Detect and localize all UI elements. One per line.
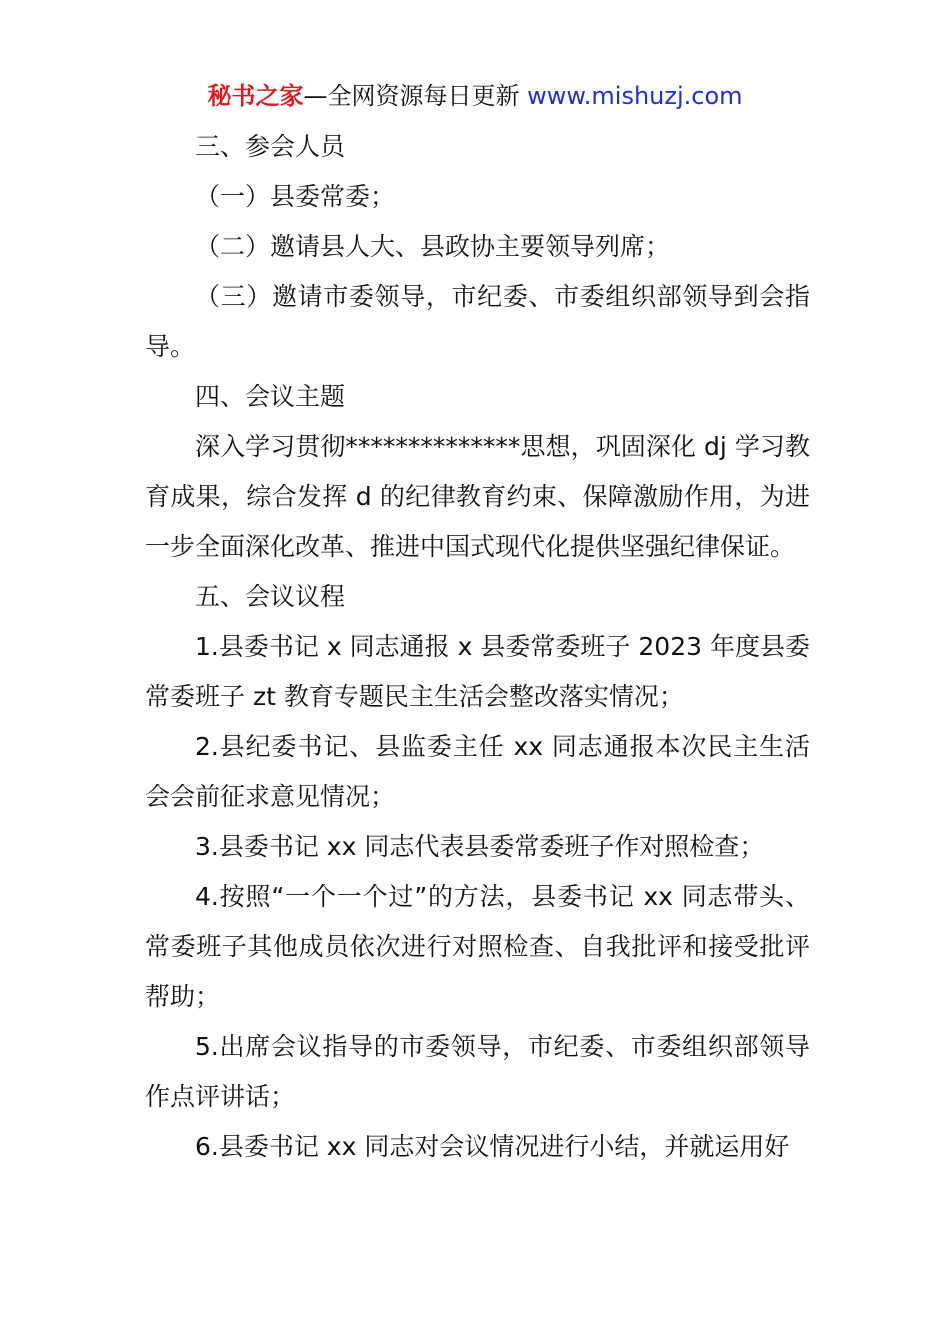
attendee-item-1: （一）县委常委； <box>195 182 396 211</box>
brand-name: 秘书之家 <box>207 82 304 110</box>
agenda-item-2: 2.县纪委书记、县监委主任 xx 同志通报本次民主生活会会前征求意见情况； <box>145 732 810 811</box>
header-tagline: —全网资源每日更新 <box>303 82 528 110</box>
agenda-item-4: 4.按照“一个一个过”的方法，县委书记 xx 同志带头、常委班子其他成员依次进行对照检查、自我批评和接受批评帮助； <box>145 882 810 1011</box>
site-header <box>0 80 950 112</box>
section-heading-agenda: 五、会议议程 <box>195 582 346 611</box>
site-url-link[interactable]: www.mishuzj.com <box>527 82 743 110</box>
theme-paragraph: 深入学习贯彻**************思想，巩固深化 dj 学习教育成果，综合发挥 d 的纪律教育约束、保障激励作用，为进一步全面深化改革、推进中国式现代化提供坚强纪律保证。 <box>145 432 810 561</box>
agenda-item-6: 6.县委书记 xx 同志对会议情况进行小结，并就运用好 <box>195 1132 790 1161</box>
attendee-item-3: （三）邀请市委领导，市纪委、市委组织部领导到会指导。 <box>145 282 810 361</box>
attendee-item-2: （二）邀请县人大、县政协主要领导列席； <box>195 232 671 261</box>
agenda-item-5: 5.出席会议指导的市委领导，市纪委、市委组织部领导作点评讲话； <box>145 1032 810 1111</box>
agenda-item-1: 1.县委书记 x 同志通报 x 县委常委班子 2023 年度县委常委班子 zt 教育专题民主生活会整改落实情况； <box>145 632 810 711</box>
section-heading-theme: 四、会议主题 <box>195 382 346 411</box>
section-heading-attendees: 三、参会人员 <box>195 132 346 161</box>
agenda-item-3: 3.县委书记 xx 同志代表县委常委班子作对照检查； <box>195 832 765 861</box>
document-body <box>145 122 810 1172</box>
